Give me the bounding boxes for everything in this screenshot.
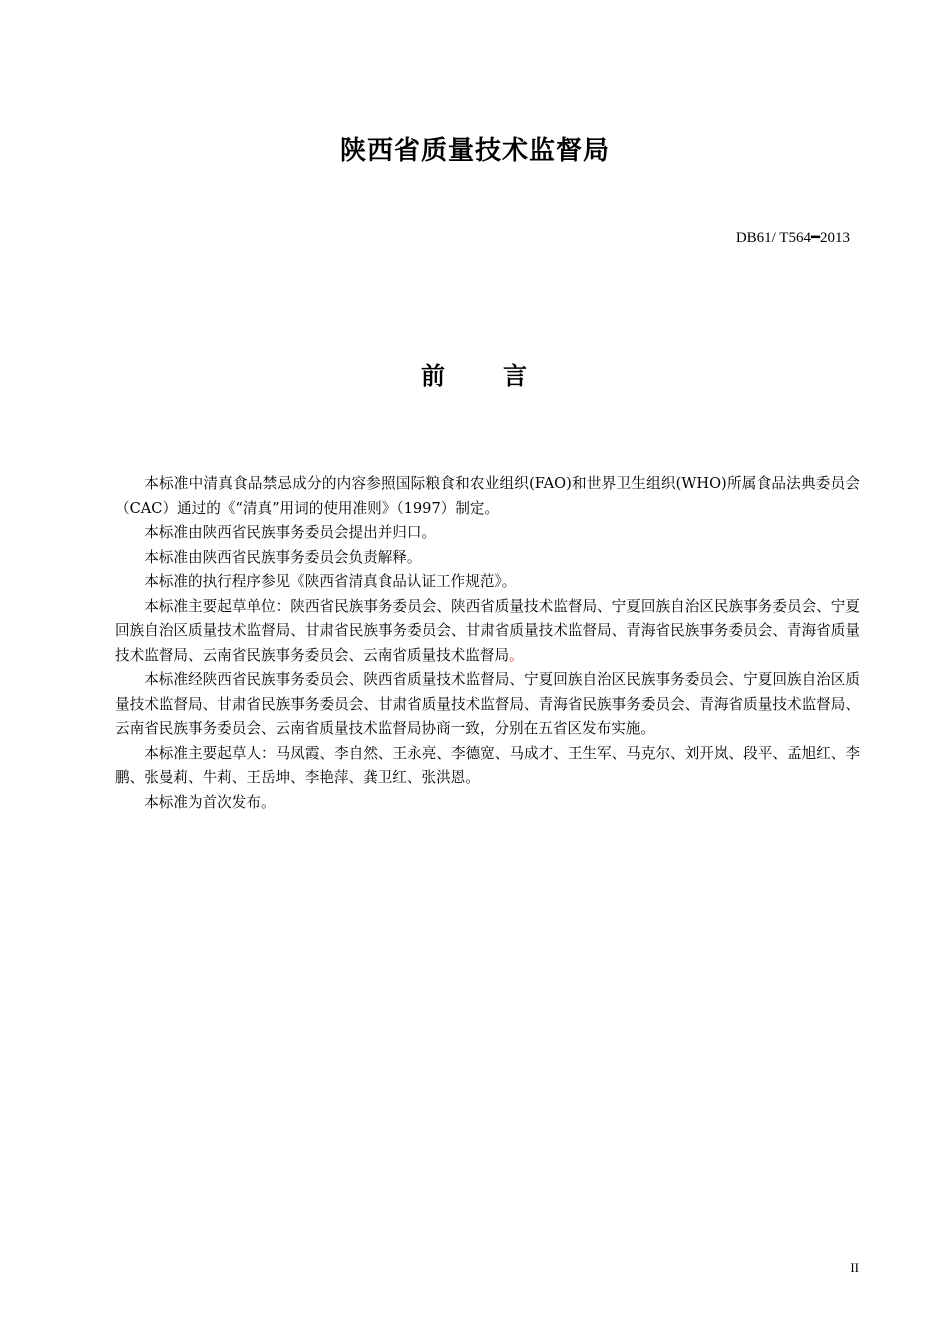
foreword-title	[0, 356, 950, 391]
document-number: DB61/ T564━2013	[735, 230, 850, 246]
paragraph-consultation: 本标准经陕西省民族事务委员会、陕西省质量技术监督局、宁夏回族自治区民族事务委员会、宁夏回族自治区质量技术监督局、甘肃省民族事务委员会、甘肃省质量技术监督局、青海省民族事务委员会、青海省质量技术监督局、云南省民族事务委员会、云南省质量技术监督局协商一致，分别在五省区发布实施。	[115, 671, 860, 737]
paragraph-reference-basis: 本标准中清真食品禁忌成分的内容参照国际粮食和农业组织(FAO)和世界卫生组织(WHO)所属食品法典委员会（CAC）通过的《“清真”用词的使用准则》（1997）制定。	[115, 475, 860, 517]
paragraph-drafters: 本标准主要起草人：马凤霞、李自然、王永亮、李德宽、马成才、王生军、马克尔、刘开岚、段平、孟旭红、李鹏、张曼莉、牛莉、王岳坤、李艳萍、龚卫红、张洪恩。	[115, 744, 860, 786]
foreword-title-char-2: 言	[503, 362, 529, 390]
paragraph-interpreter: 本标准由陕西省民族事务委员会负责解释。	[144, 548, 422, 566]
paragraph-proposer: 本标准由陕西省民族事务委员会提出并归口。	[144, 524, 437, 541]
foreword-title-char-1: 前	[421, 362, 447, 390]
red-period: 。	[509, 646, 524, 664]
page-number: II	[850, 1260, 859, 1275]
paragraph-procedure: 本标准的执行程序参见《陕西省清真食品认证工作规范》。	[144, 573, 517, 590]
paragraph-first-release: 本标准为首次发布。	[144, 793, 276, 811]
organization-title: 陕西省质量技术监督局	[339, 136, 610, 166]
drafting-units-text: 本标准主要起草单位：陕西省民族事务委员会、陕西省质量技术监督局、宁夏回族自治区民族事务委员会、宁夏回族自治区质量技术监督局、甘肃省民族事务委员会、甘肃省质量技术监督局、青海省民族事务委员会、青海省质量技术监督局、云南省民族事务委员会、云南省质量技术监督局	[115, 597, 860, 664]
paragraph-drafting-units	[115, 595, 860, 669]
foreword-body	[115, 472, 860, 815]
